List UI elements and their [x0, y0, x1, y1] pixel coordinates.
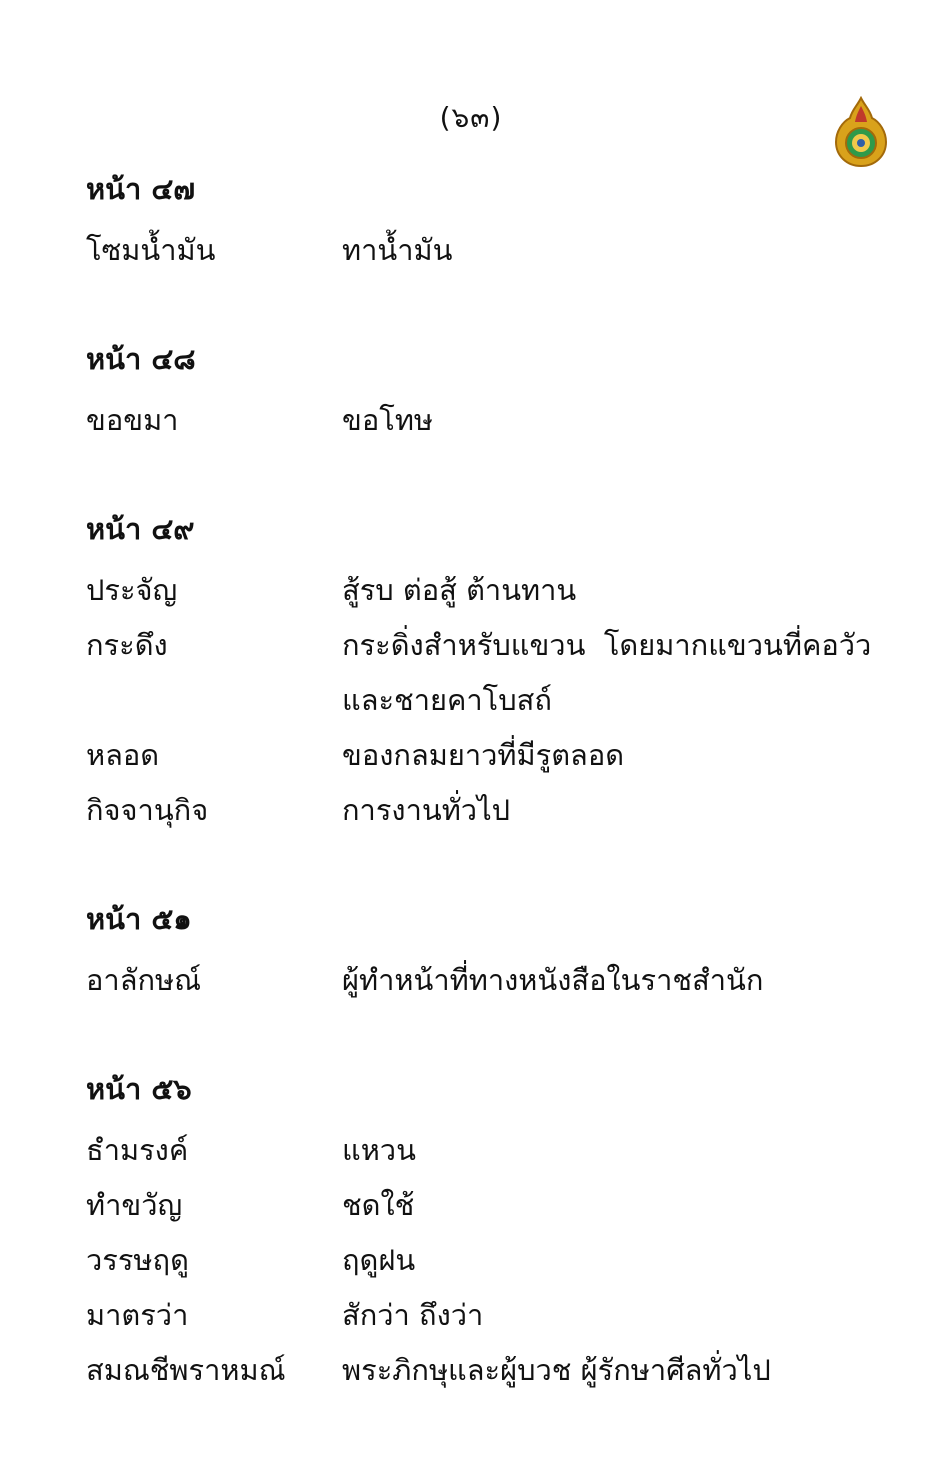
glossary-entry — [86, 783, 906, 838]
section-heading: หน้า ๔๙ — [86, 512, 195, 546]
glossary-entry — [86, 1178, 906, 1233]
glossary-entry — [86, 953, 906, 1008]
entry-definition: พระภิกษุและผู้บวช ผู้รักษาศีลทั่วไป — [342, 1353, 771, 1387]
entry-term: วรรษฤดู — [86, 1243, 189, 1277]
emblem-logo — [832, 96, 890, 168]
section-page-48 — [86, 338, 906, 448]
section-page-51 — [86, 898, 906, 1008]
section-page-47 — [86, 168, 906, 278]
glossary — [86, 168, 906, 1458]
section-heading: หน้า ๕๖ — [86, 1072, 192, 1106]
glossary-entry — [86, 728, 906, 783]
entry-term: โซมน้ำมัน — [86, 233, 216, 267]
entry-definition: ฤดูฝน — [342, 1243, 416, 1277]
entry-definition: ของกลมยาวที่มีรูตลอด — [342, 738, 625, 772]
entry-definition: สักว่า ถึงว่า — [342, 1298, 484, 1332]
section-heading: หน้า ๕๑ — [86, 902, 192, 936]
glossary-entry — [86, 1288, 906, 1343]
section-heading: หน้า ๔๘ — [86, 342, 196, 376]
glossary-entry — [86, 1233, 906, 1288]
entry-term: ประจัญ — [86, 573, 178, 607]
entry-definition: แหวน — [342, 1133, 416, 1167]
glossary-entry — [86, 223, 906, 278]
entry-definition: ผู้ทำหน้าที่ทางหนังสือในราชสำนัก — [342, 963, 764, 997]
entry-definition: การงานทั่วไป — [342, 793, 511, 827]
entry-definition: ทาน้ำมัน — [342, 233, 453, 267]
entry-term: ขอขมา — [86, 403, 179, 437]
section-page-49 — [86, 508, 906, 838]
glossary-entry — [86, 563, 906, 618]
entry-term: กิจจานุกิจ — [86, 793, 209, 827]
entry-term: มาตรว่า — [86, 1298, 189, 1332]
entry-term: ทำขวัญ — [86, 1188, 183, 1222]
entry-term: กระดึง — [86, 628, 168, 662]
glossary-entry — [86, 1343, 906, 1398]
entry-term: อาลักษณ์ — [86, 963, 202, 997]
entry-term: สมณชีพราหมณ์ — [86, 1353, 286, 1387]
section-heading: หน้า ๔๗ — [86, 172, 196, 206]
entry-term: ธำมรงค์ — [86, 1133, 189, 1167]
section-page-56 — [86, 1068, 906, 1398]
entry-term: หลอด — [86, 738, 160, 772]
glossary-entry — [86, 1123, 906, 1178]
entry-definition: สู้รบ ต่อสู้ ต้านทาน — [342, 573, 577, 607]
page-number: (๖๓) — [439, 101, 503, 134]
entry-definition: กระดิ่งสำหรับแขวน โดยมากแขวนที่คอวัว และชายคาโบสถ์ — [342, 628, 872, 717]
entry-definition: ชดใช้ — [342, 1188, 415, 1222]
glossary-entry — [86, 618, 906, 728]
entry-definition: ขอโทษ — [342, 403, 434, 437]
glossary-entry — [86, 393, 906, 448]
